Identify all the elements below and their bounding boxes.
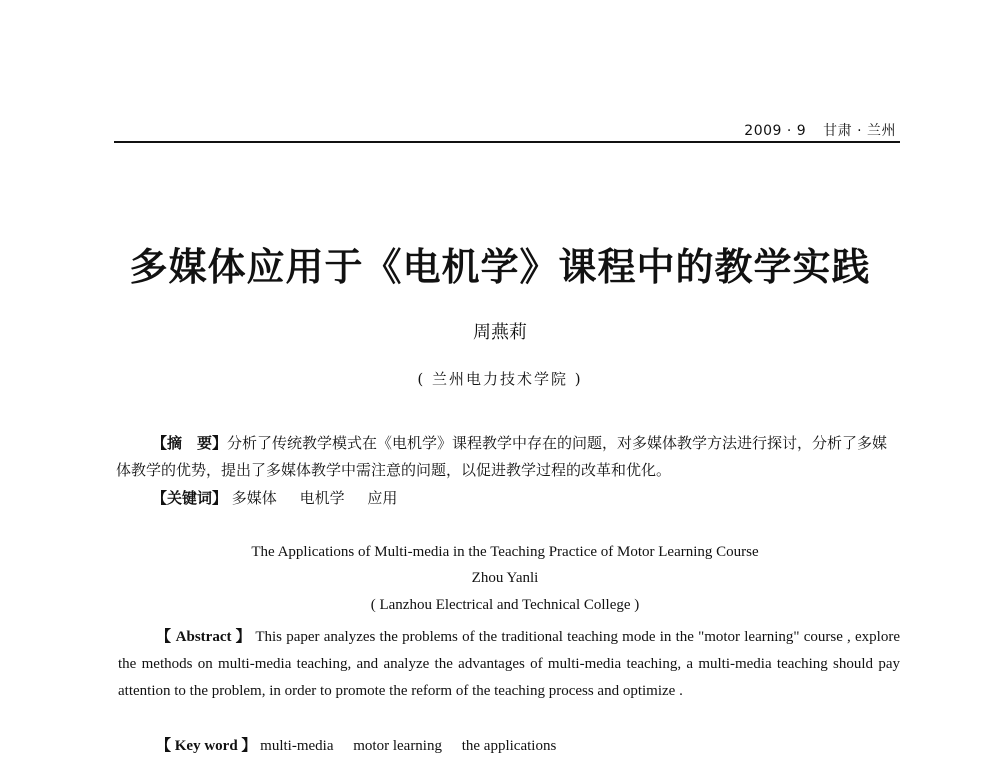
english-affiliation: ( Lanzhou Electrical and Technical College )	[370, 597, 640, 613]
english-abstract	[118, 624, 900, 705]
english-keywords-label: 【 Key word 】	[156, 738, 257, 754]
chinese-abstract-text: 分析了传统教学模式在《电机学》课程教学中存在的问题，对多媒体教学方法进行探讨，分析了多媒体教学的优势，提出了多媒体教学中需注意的问题，以促进教学过程的改革和优化。	[116, 434, 888, 479]
english-keyword: motor learning	[353, 738, 442, 754]
chinese-keyword: 多媒体	[231, 489, 277, 507]
chinese-keywords	[152, 487, 415, 508]
issue-date: 2009 · 9	[744, 123, 807, 139]
chinese-keywords-label: 【关键词】	[152, 489, 228, 507]
english-author: Zhou Yanli	[471, 570, 539, 586]
english-keywords	[156, 734, 572, 755]
english-abstract-label: 【 Abstract 】	[156, 629, 252, 645]
chinese-keyword: 应用	[367, 489, 398, 507]
english-keyword: the applications	[461, 738, 557, 754]
chinese-abstract	[116, 430, 902, 484]
paper-author: 周燕莉	[473, 322, 527, 343]
author-affiliation: ( 兰州电力技术学院 )	[417, 370, 583, 388]
english-abstract-text: This paper analyzes the problems of the traditional teaching mode in the "motor learning" course , explore the methods on multi-media teaching, and analyze the advantages of multi-media teaching, a multi-media teaching should pay attention to the problem, in order to promote the reform of the teaching process and optimize .	[118, 629, 900, 699]
paper-title: 多媒体应用于《电机学》课程中的教学实践	[129, 245, 871, 289]
issue-location: 甘肃 · 兰州	[823, 123, 896, 139]
english-keyword: multi-media	[260, 738, 334, 754]
chinese-keyword: 电机学	[299, 489, 345, 507]
journal-header	[744, 120, 896, 140]
chinese-abstract-label: 【摘 要】	[152, 434, 228, 452]
header-rule	[114, 141, 900, 143]
english-title: The Applications of Multi-media in the Teaching Practice of Motor Learning Course	[251, 544, 759, 560]
